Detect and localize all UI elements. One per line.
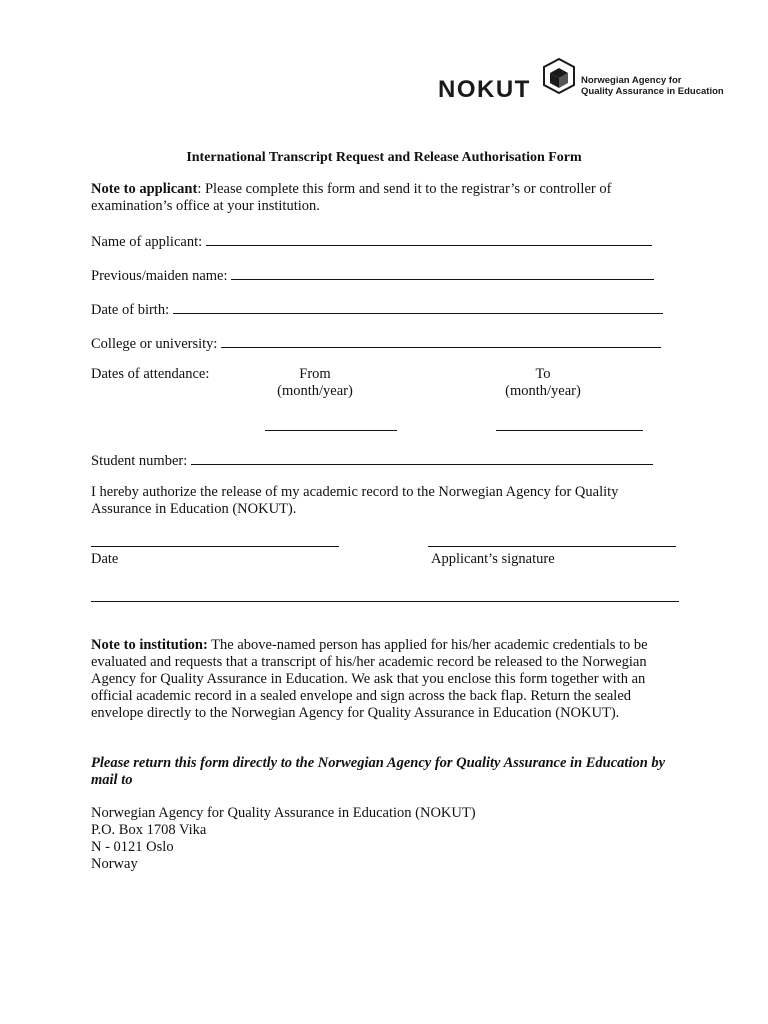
address-line-2: P.O. Box 1708 Vika xyxy=(91,822,207,838)
logo-line-1: Norwegian Agency for xyxy=(581,75,682,86)
institution-note xyxy=(91,637,681,722)
logo-line-2: Quality Assurance in Education xyxy=(581,86,724,97)
institution-note-text: The above-named person has applied for his/her academic credentials to be evaluated and requests that a transcript of his/her academic record be released to the Norwegian Agency for Quality Assurance in Education. We ask that you enclose this form together with an official academic record in a sealed envelope and sign across the back flap. Return the sealed envelope directly to the Norwegian Agency for Quality Assurance in Education (NOKUT). xyxy=(91,637,648,721)
previous-name-label: Previous/maiden name: xyxy=(91,268,228,284)
previous-name-row xyxy=(91,265,654,285)
address-line-3: N - 0121 Oslo xyxy=(91,839,174,855)
applicant-signature-line[interactable] xyxy=(428,546,676,547)
name-of-applicant-line[interactable] xyxy=(206,231,652,246)
address-line-1: Norwegian Agency for Quality Assurance in Education (NOKUT) xyxy=(91,805,476,821)
authorization-statement: I hereby authorize the release of my academic record to the Norwegian Agency for Quality Assurance in Education (NOKUT). xyxy=(91,484,619,517)
applicant-note xyxy=(91,181,681,215)
college-line[interactable] xyxy=(221,333,661,348)
student-number-label: Student number: xyxy=(91,453,188,469)
return-instructions: Please return this form directly to the Norwegian Agency for Quality Assurance in Education by mail to xyxy=(91,755,666,788)
to-month-year-label: (month/year) xyxy=(505,383,581,399)
applicant-signature-label: Applicant’s signature xyxy=(431,551,555,567)
applicant-note-text: : Please complete this form and send it to the registrar’s or controller of examination’s office at your institution. xyxy=(91,181,612,214)
name-of-applicant-row xyxy=(91,231,652,251)
nokut-logo-wordmark: NOKUT xyxy=(438,76,531,103)
from-date-line[interactable] xyxy=(265,430,397,431)
college-label: College or university: xyxy=(91,336,218,352)
applicant-note-label: Note to applicant xyxy=(91,181,198,197)
institution-note-label: Note to institution: xyxy=(91,637,208,653)
name-of-applicant-label: Name of applicant: xyxy=(91,234,203,250)
date-of-birth-line[interactable] xyxy=(173,299,663,314)
date-signature-line[interactable] xyxy=(91,546,339,547)
logo-agency-name xyxy=(581,75,724,97)
to-label: To xyxy=(535,366,551,382)
from-month-year-label: (month/year) xyxy=(277,383,353,399)
student-number-line[interactable] xyxy=(191,450,653,465)
mailing-address xyxy=(91,805,681,873)
form-title: International Transcript Request and Release Authorisation Form xyxy=(186,150,582,165)
date-of-birth-label: Date of birth: xyxy=(91,302,170,318)
previous-name-line[interactable] xyxy=(231,265,654,280)
date-label: Date xyxy=(91,551,119,567)
date-of-birth-row xyxy=(91,299,663,319)
section-divider xyxy=(91,601,679,602)
address-line-4: Norway xyxy=(91,856,138,872)
to-date-line[interactable] xyxy=(496,430,643,431)
college-row xyxy=(91,333,661,353)
dates-of-attendance-label: Dates of attendance: xyxy=(91,366,210,382)
from-label: From xyxy=(299,366,331,382)
nokut-cube-icon xyxy=(540,56,578,100)
student-number-row xyxy=(91,450,653,470)
